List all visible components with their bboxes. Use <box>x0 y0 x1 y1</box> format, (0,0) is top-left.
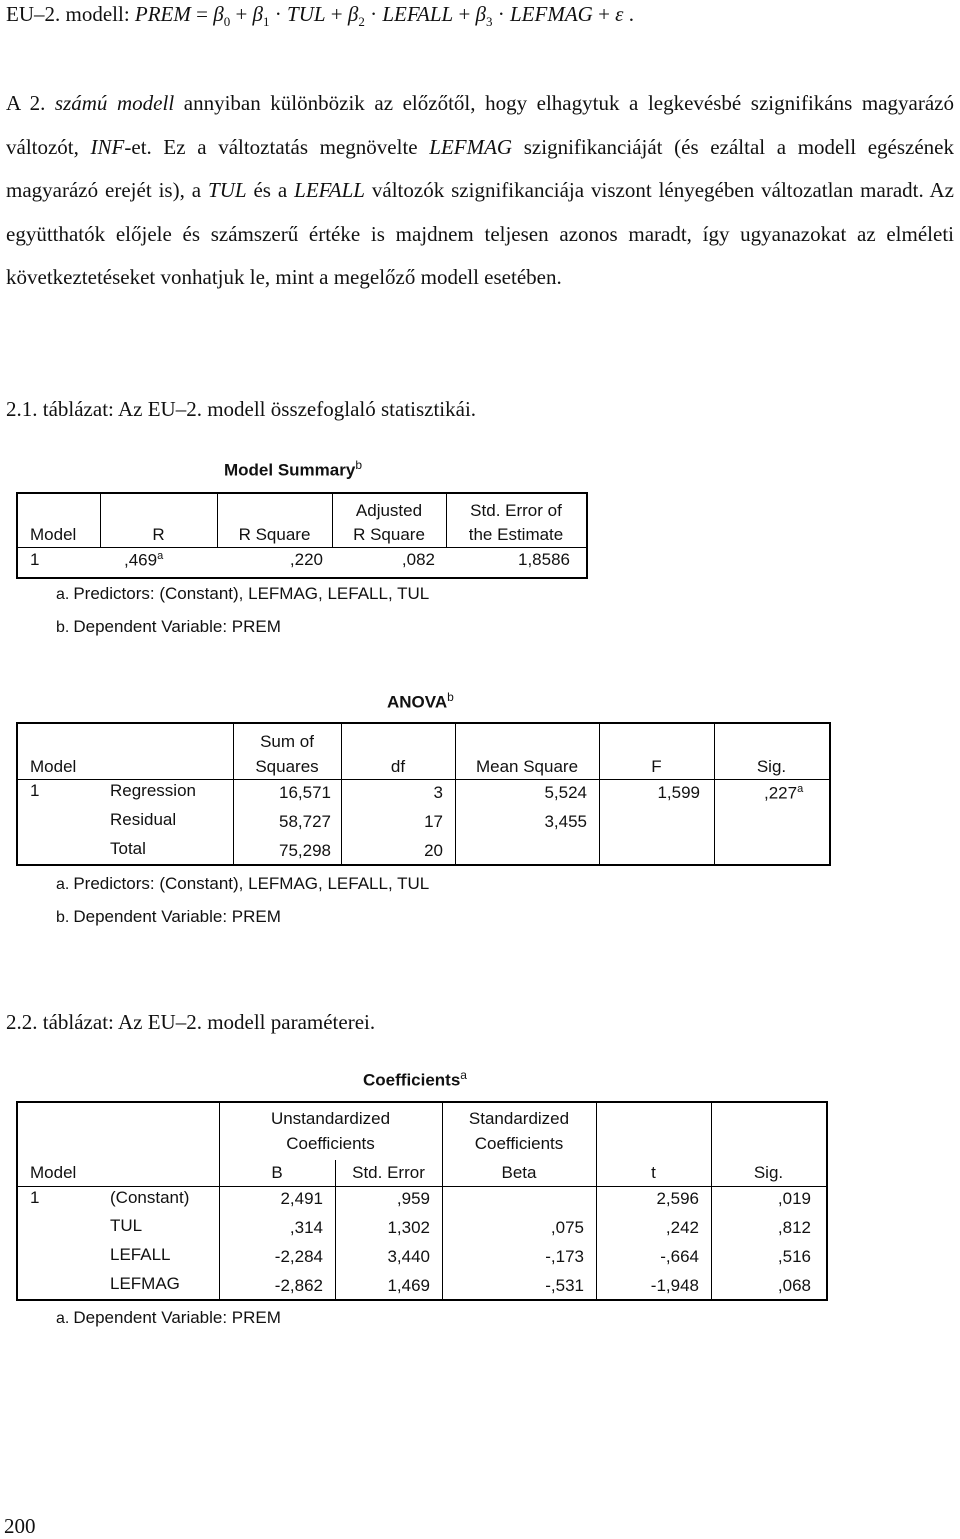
ms-header-adjusted: Adjusted <box>355 501 423 520</box>
beta-0: β <box>213 2 224 26</box>
ms-row-r-square: ,220 <box>289 550 323 569</box>
anova-header-squares: Squares <box>255 757 319 776</box>
anova-header-sig: Sig. <box>756 757 787 776</box>
ms-row-adjusted: ,082 <box>401 550 435 569</box>
coef-row-sig: ,019 <box>777 1189 811 1208</box>
coef-row-b: -2,284 <box>274 1247 323 1266</box>
coef-header-model: Model <box>30 1163 77 1182</box>
anova-row-df: 17 <box>424 812 443 831</box>
coef-row-se: 3,440 <box>387 1247 430 1266</box>
ms-row-r: ,469$^a$ <box>124 550 164 570</box>
coefficients-title: Coefficients$^a$ <box>363 1068 467 1090</box>
formula-var-lefmag: LEFMAG <box>510 2 593 26</box>
coef-row-label: TUL <box>110 1216 143 1235</box>
coef-row-beta: ,075 <box>550 1218 584 1237</box>
coef-header-unstandardized: Unstandardized <box>270 1109 391 1128</box>
coef-header-std-coefficients: Coefficients <box>474 1134 564 1153</box>
ms-header-std-error: Std. Error of <box>470 501 562 520</box>
anova-row-f: 1,599 <box>657 783 700 802</box>
coef-row-t: -,664 <box>660 1247 699 1266</box>
coef-header-beta: Beta <box>501 1163 537 1182</box>
coef-row-beta: -,531 <box>545 1276 584 1295</box>
anova-row-sig: ,227$^a$ <box>764 783 804 803</box>
coef-row-label: LEFMAG <box>110 1274 180 1293</box>
coef-row-t: ,242 <box>665 1218 699 1237</box>
body-paragraph: A 2. számú modell annyiban különbözik az előzőtől, hogy elhagytuk a legkevésbé szignifikáns magyarázó változót, INF-et. Ez a változtatás megnövelte LEFMAG szignifikanciáját (és ezáltal a modell egészének magyarázó erejét is), a TUL és a LEFALL változók szignifikanciája viszont lényegében változatlan maradt. Az együtthatók előjele és számszerű értéke is majdnem teljesen azonos maradt, így ugyanazokat az elméleti következtetéseket vonhatjuk le, mint a megelőző modell esetében. <box>6 91 954 289</box>
table-caption-2: 2.2. táblázat: Az EU–2. modell paraméterei. <box>6 1010 376 1034</box>
anova-row-df: 20 <box>424 841 443 860</box>
formula-var-tul: TUL <box>287 2 326 26</box>
coef-header-unstd-coefficients: Coefficients <box>286 1134 375 1153</box>
formula-error-term: ε <box>615 2 624 26</box>
anova-row-ss: 16,571 <box>279 783 331 802</box>
anova-row-ss: 58,727 <box>279 812 331 831</box>
anova-header-df: df <box>390 757 406 776</box>
coef-model-number: 1 <box>30 1188 40 1207</box>
coef-header-t: t <box>651 1163 656 1182</box>
anova-row-ss: 75,298 <box>279 841 331 860</box>
coef-row-t: 2,596 <box>656 1189 699 1208</box>
coef-row-b: 2,491 <box>280 1189 323 1208</box>
ms-footnote-a: a. Predictors: (Constant), LEFMAG, LEFALL, TUL <box>56 584 430 603</box>
model-summary-title: Model Summary$^b$ <box>224 458 362 480</box>
ms-header-estimate: the Estimate <box>468 525 564 544</box>
coef-row-b: -2,862 <box>274 1276 323 1295</box>
anova-row-label: Total <box>110 839 146 858</box>
anova-model-number: 1 <box>30 781 40 800</box>
anova-row-ms: 3,455 <box>544 812 587 831</box>
coef-row-b: ,314 <box>289 1218 323 1237</box>
coef-row-se: 1,302 <box>387 1218 430 1237</box>
coef-row-sig: ,812 <box>777 1218 811 1237</box>
coef-row-sig: ,516 <box>777 1247 811 1266</box>
anova-row-ms: 5,524 <box>544 783 587 802</box>
formula-lhs: PREM <box>134 2 191 26</box>
beta-2: β <box>347 2 359 26</box>
ms-header-adjusted-r-square: R Square <box>353 525 425 544</box>
anova-header-mean-square: Mean Square <box>475 757 579 776</box>
coef-header-std-error: Std. Error <box>352 1163 425 1182</box>
anova-header-model: Model <box>30 757 77 776</box>
ms-row-model: 1 <box>30 550 40 569</box>
coef-row-t: -1,948 <box>650 1276 699 1295</box>
coef-row-label: LEFALL <box>110 1245 171 1264</box>
ms-row-std-error: 1,8586 <box>518 550 570 569</box>
ms-footnote-b: b. Dependent Variable: PREM <box>56 617 281 636</box>
coef-footnote-a: a. Dependent Variable: PREM <box>56 1308 281 1327</box>
anova-row-label: Residual <box>110 810 177 829</box>
coef-header-standardized: Standardized <box>468 1109 570 1128</box>
formula-var-lefall: LEFALL <box>382 2 454 26</box>
ms-header-r: R <box>152 525 165 544</box>
page-number: 200 <box>4 1514 36 1538</box>
anova-header-f: F <box>651 757 662 776</box>
anova-footnote-a: a. Predictors: (Constant), LEFMAG, LEFALL, TUL <box>56 874 430 893</box>
coef-header-sig: Sig. <box>753 1163 784 1182</box>
coef-row-label: (Constant) <box>110 1188 190 1207</box>
formula-prefix: EU–2. modell: <box>6 2 135 26</box>
anova-title: ANOVA$^b$ <box>387 690 454 712</box>
anova-row-label: Regression <box>110 781 196 800</box>
beta-1: β <box>252 2 264 26</box>
coef-row-sig: ,068 <box>777 1276 811 1295</box>
model-formula: EU–2. modell: PREM = $\beta_0 + \beta_1$ · TUL + $\beta_2$ · LEFALL + $\beta_3$ · LEFMAG + ε . <box>6 2 634 30</box>
table-caption-1: 2.1. táblázat: Az EU–2. modell összefoglaló statisztikái. <box>6 397 477 421</box>
anova-row-df: 3 <box>433 783 443 802</box>
coef-row-beta: -,173 <box>545 1247 584 1266</box>
beta-3: β <box>475 2 486 26</box>
anova-header-sum-of: Sum of <box>260 732 314 751</box>
coef-header-b: B <box>271 1163 283 1182</box>
ms-header-r-square: R Square <box>238 525 311 544</box>
anova-footnote-b: b. Dependent Variable: PREM <box>56 907 281 926</box>
coef-row-se: 1,469 <box>387 1276 430 1295</box>
ms-header-model: Model <box>30 525 77 544</box>
coef-row-se: ,959 <box>396 1189 430 1208</box>
